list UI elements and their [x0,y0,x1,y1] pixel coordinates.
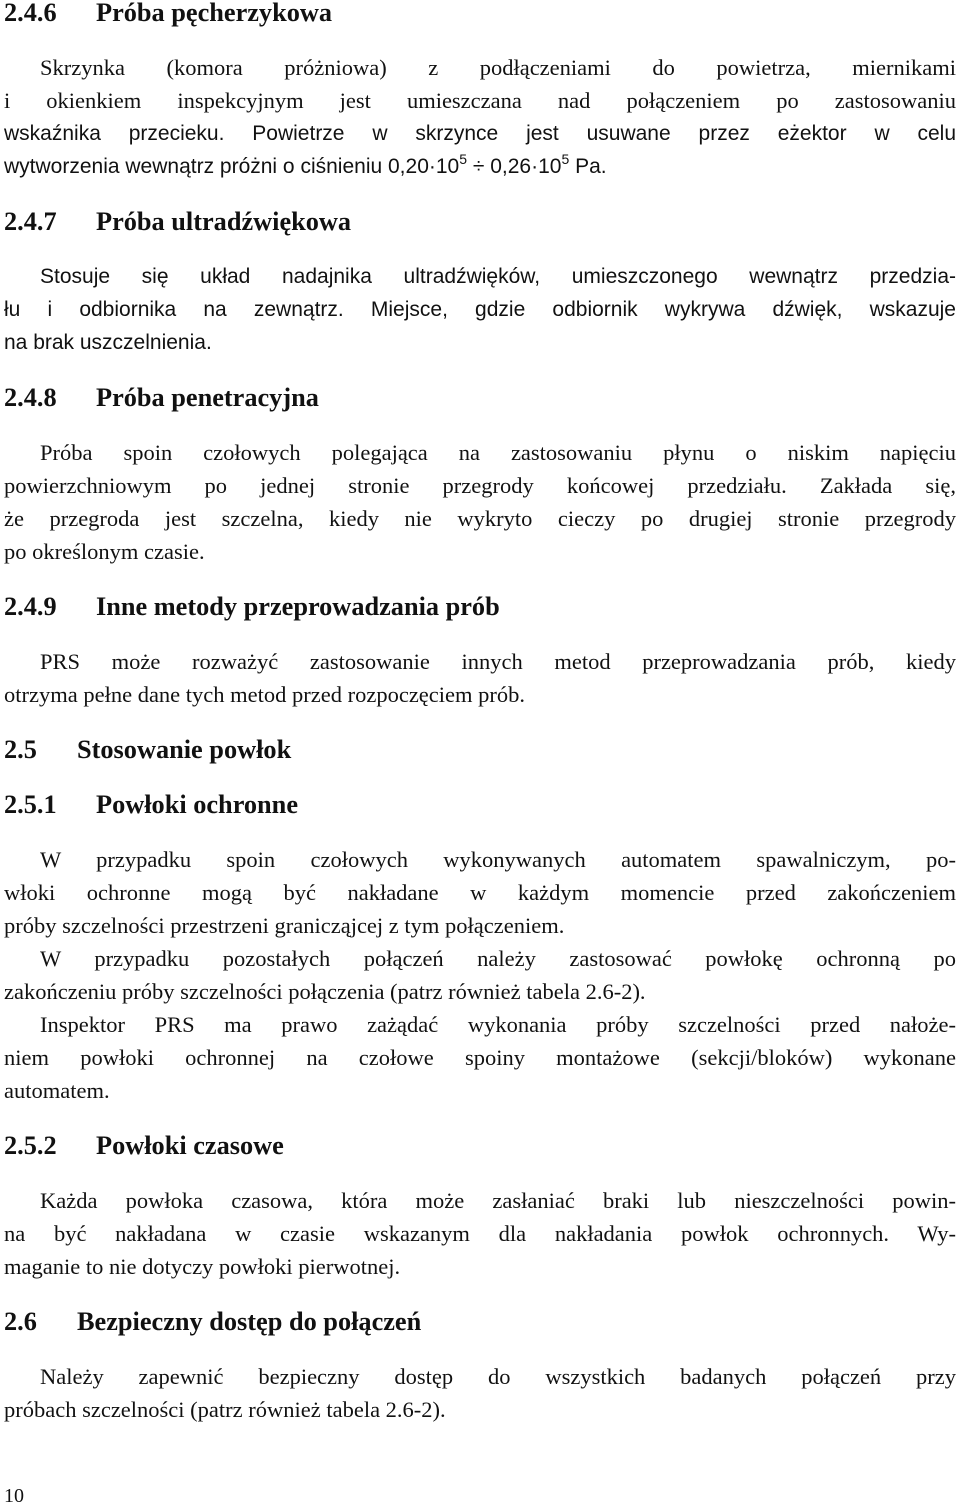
heading-number: 2.4.6 [4,0,57,27]
heading-2-5-2 [4,1129,956,1162]
exponent: 5 [561,151,570,167]
pressure-separator: ÷ 0,26·10 [467,155,562,178]
page-number: 10 [4,1485,24,1507]
heading-number: 2.6 [4,1307,37,1336]
heading-2-4-9 [4,590,956,623]
text-line: Należy zapewnić bezpieczny dostęp do wszystkich badanych połączeń przy [40,1364,956,1389]
heading-number: 2.4.7 [4,207,57,236]
text-line: próbach szczelności (patrz również tabela 2.6-2). [4,1397,446,1422]
paragraph-2-4-7 [4,260,956,359]
heading-2-5-1 [4,788,956,821]
heading-title: Powłoki czasowe [96,1131,284,1160]
paragraph-2-5-1-c [4,1008,956,1107]
heading-number: 2.5 [4,735,37,764]
text-line: powierzchniowym po jednej stronie przegrody końcowej przedziału. Zakłada się, [4,473,956,498]
heading-number: 2.5.1 [4,790,57,819]
heading-2-4-7 [4,205,956,238]
document-page [4,0,956,1426]
text-line: W przypadku pozostałych połączeń należy zastosować powłokę ochronną po [40,946,956,971]
text-line: otrzyma pełne dane tych metod przed rozpoczęciem prób. [4,682,526,707]
heading-number: 2.5.2 [4,1131,57,1160]
heading-title: Próba penetracyjna [96,383,319,412]
text-line: po określonym czasie. [4,539,205,564]
text-line: niem powłoki ochronnej na czołowe spoiny montażowe (sekcji/bloków) wykonane [4,1045,956,1070]
text-line: i okienkiem inspekcyjnym jest umieszczana nad połączeniem po zastosowaniu [4,88,956,113]
paragraph-2-4-8 [4,436,956,568]
text-line: Próba spoin czołowych polegająca na zastosowaniu płynu o niskim napięciu [40,440,956,465]
heading-2-4-8 [4,381,956,414]
heading-2-4-6 [4,0,956,29]
heading-number: 2.4.9 [4,592,57,621]
paragraph-2-5-1-b [4,942,956,1008]
text-line: włoki ochronne mogą być nakładane w każdym momencie przed zakończeniem [4,880,956,905]
text-line: PRS może rozważyć zastosowanie innych metod przeprowadzania prób, kiedy [40,649,956,674]
heading-title: Próba ultradźwiękowa [96,207,352,236]
text-line: próby szczelności przestrzeni granicząjcej z tym połączeniem. [4,913,565,938]
text-line: na brak uszczelnienia. [4,331,212,354]
text-line: Inspektor PRS ma prawo zażądać wykonania próby szczelności przed nałoże- [40,1012,956,1037]
heading-title: Próba pęcherzykowa [96,0,333,27]
paragraph-2-4-9 [4,645,956,711]
paragraph-2-5-1-a [4,843,956,942]
text-line: automatem. [4,1078,110,1103]
text-line-pressure [4,150,956,183]
text-line: Każda powłoka czasowa, która może zasłaniać braki lub nieszczelności powin- [40,1188,956,1213]
heading-title: Powłoki ochronne [96,790,298,819]
heading-number: 2.4.8 [4,383,57,412]
pressure-suffix: Pa. [569,155,607,178]
text-line: maganie to nie dotyczy powłoki pierwotnej. [4,1254,401,1279]
text-line: że przegroda jest szczelna, kiedy nie wykryto cieczy po drugiej stronie przegrody [4,506,956,531]
text-line: na być nakładana w czasie wskazanym dla nakładania powłok ochronnych. Wy- [4,1221,956,1246]
heading-2-5 [4,733,956,766]
pressure-prefix: wytworzenia wewnątrz próżni o ciśnieniu 0,20·10 [4,155,460,178]
text-line: wskaźnika przecieku. Powietrze w skrzynce jest usuwane przez eżektor w celu [4,122,956,145]
text-line: zakończeniu próby szczelności połączenia (patrz również tabela 2.6-2). [4,979,646,1004]
text-line: W przypadku spoin czołowych wykonywanych automatem spawalniczym, po- [40,847,956,872]
text-line: Stosuje się układ nadajnika ultradźwięków, umieszczonego wewnątrz przedzia- [40,265,956,288]
paragraph-2-6 [4,1360,956,1426]
paragraph-2-4-6 [4,51,956,183]
text-line: łu i odbiornika na zewnątrz. Miejsce, gdzie odbiornik wykrywa dźwięk, wskazuje [4,298,956,321]
text-line: Skrzynka (komora próżniowa) z podłączeniami do powietrza, miernikami [40,55,956,80]
heading-title: Stosowanie powłok [77,735,292,764]
heading-title: Bezpieczny dostęp do połączeń [77,1307,422,1336]
paragraph-2-5-2 [4,1184,956,1283]
exponent: 5 [459,151,468,167]
heading-2-6 [4,1305,956,1338]
heading-title: Inne metody przeprowadzania prób [96,592,500,621]
